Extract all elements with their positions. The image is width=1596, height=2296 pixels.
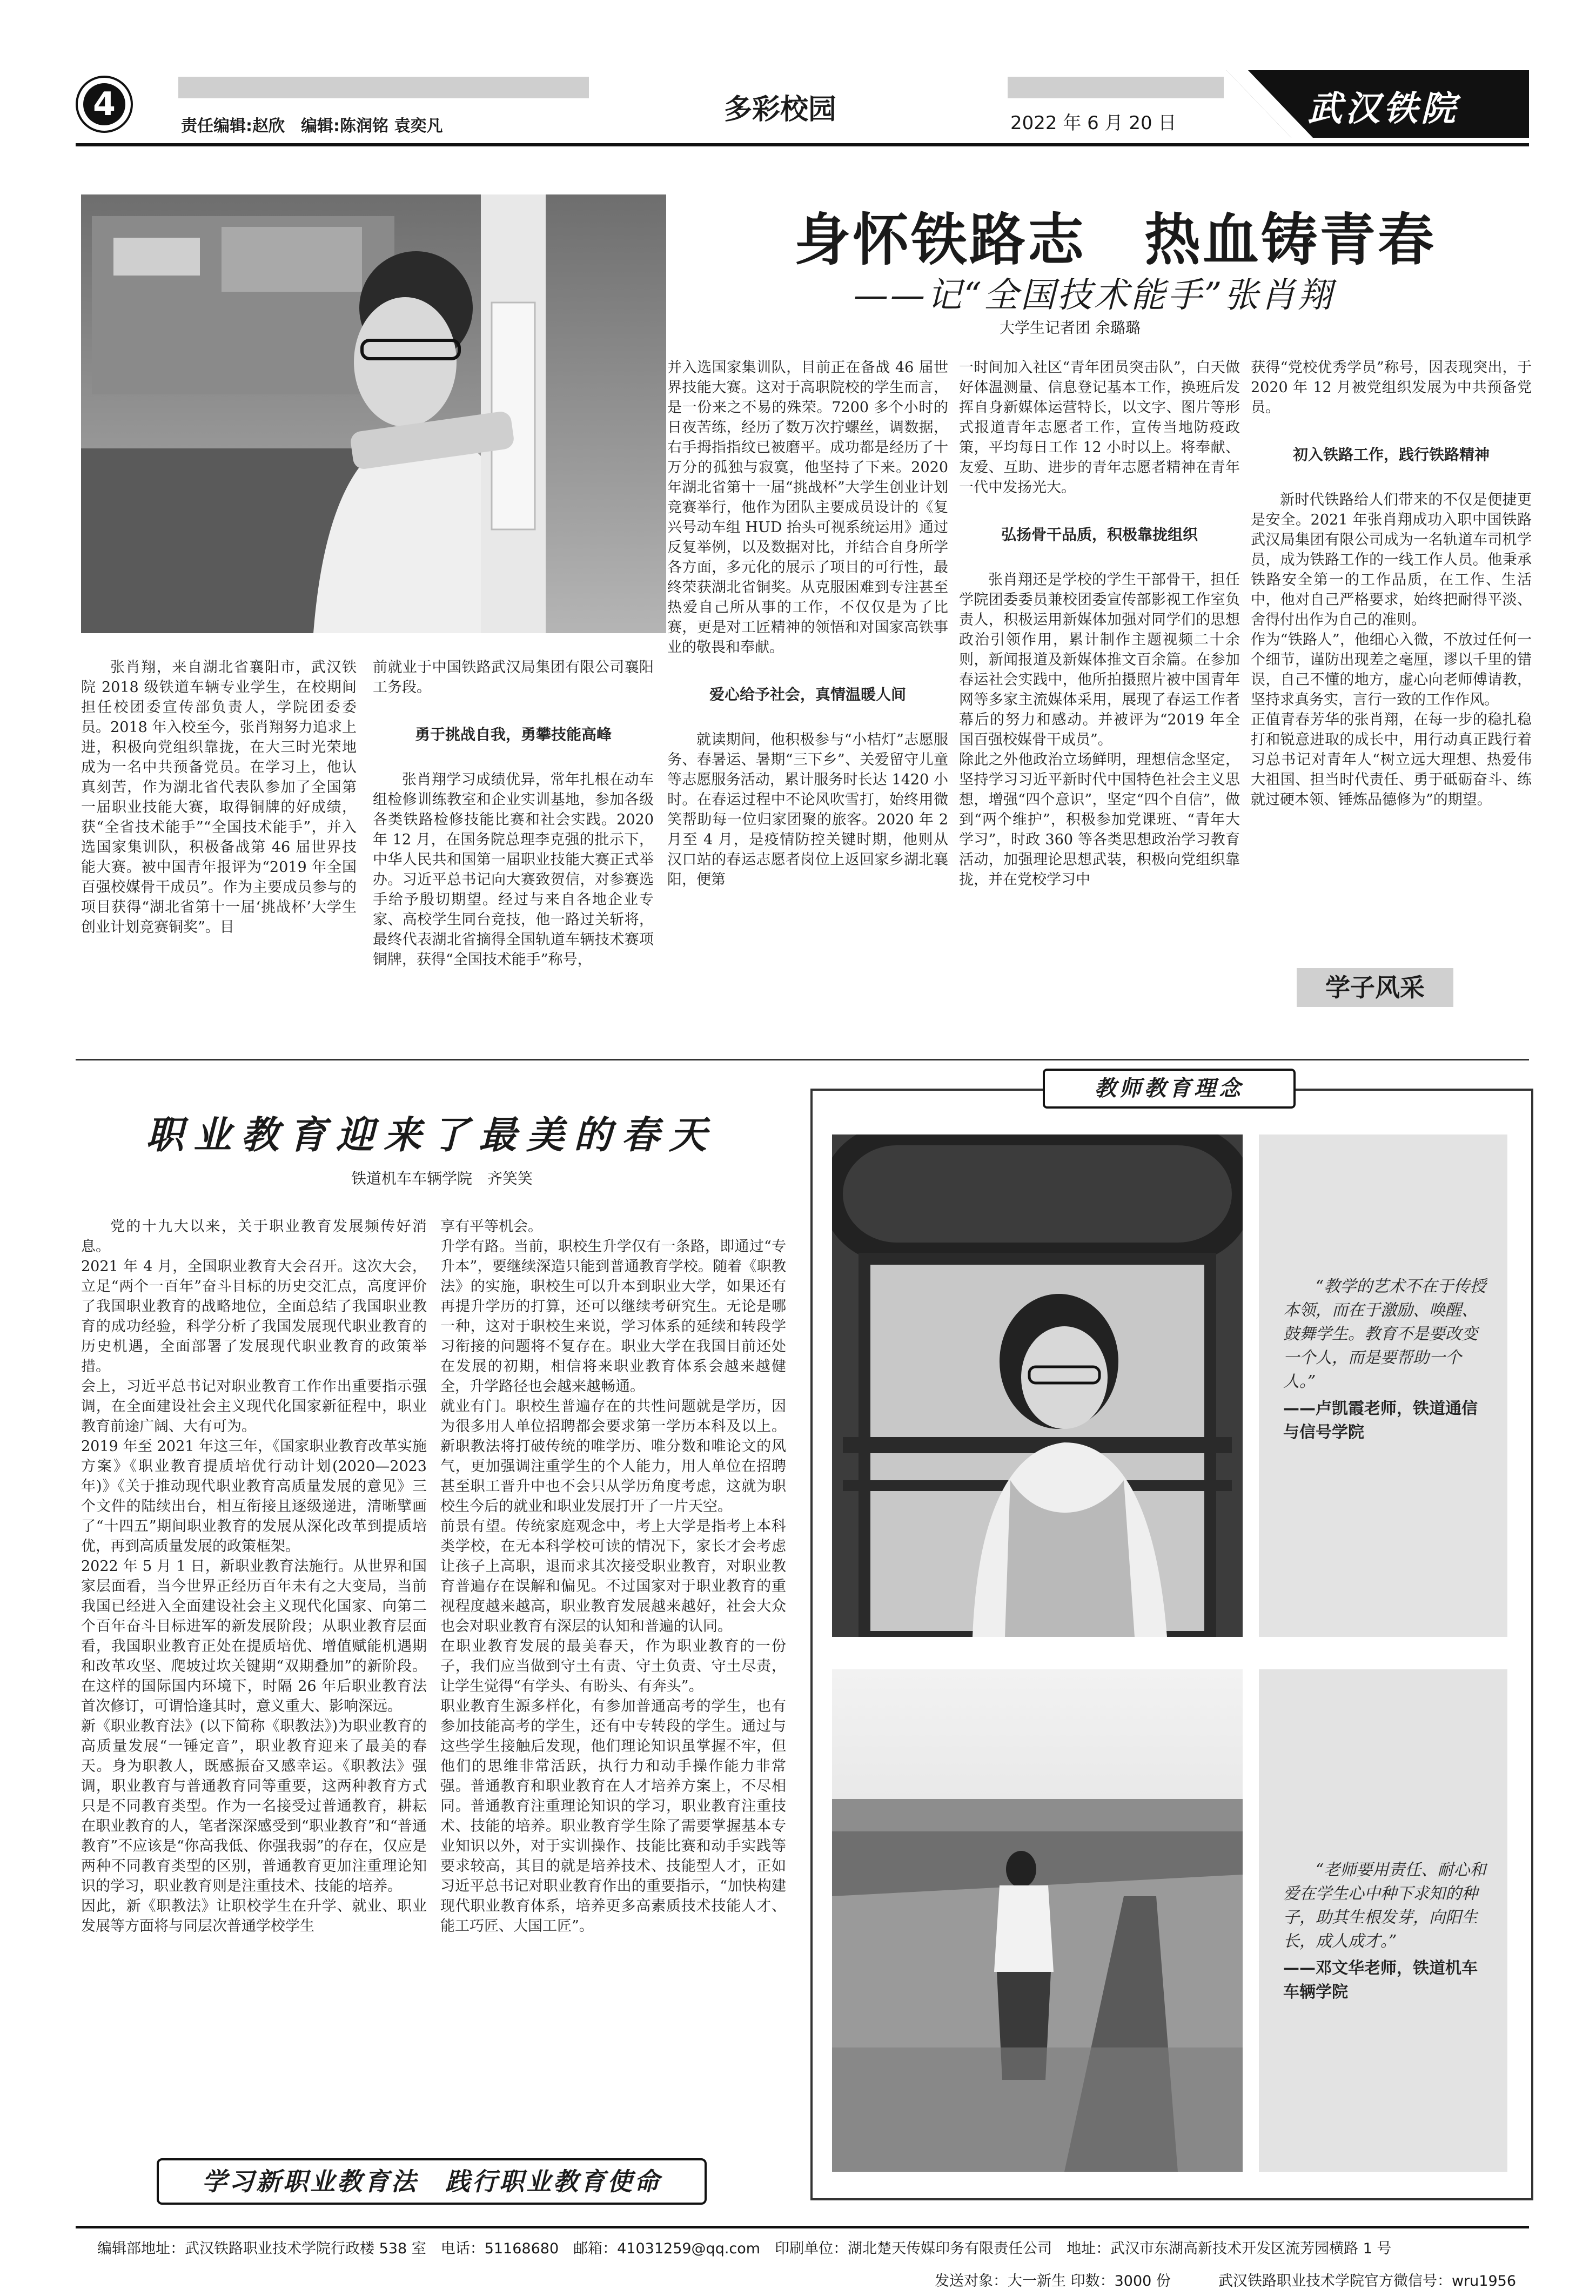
quote1-author: ——卢凯霞老师，铁道通信与信号学院 [1283, 1399, 1478, 1442]
article1-col2-subheading: 勇于挑战自我，勇攀技能高峰 [414, 726, 612, 743]
article1-col4-subheading: 弘扬骨干品质，积极靠拢组织 [1001, 526, 1198, 543]
page-number-circle: 4 [83, 83, 125, 125]
article1-col3-subheading: 爱心给予社会，真情温暖人间 [709, 686, 906, 703]
article2-column-2 [440, 1197, 786, 2150]
article1-col2a-text: 前就业于中国铁路武汉局集团有限公司襄阳工务段。 [373, 659, 654, 696]
teacher-section-tag: 教师教育理念 [1043, 1069, 1296, 1109]
footer-line-2a: 发送对象：大一新生 印数：3000 份 [935, 2273, 1171, 2290]
article1-col5b-text: 新时代铁路给人们带来的不仅是便捷更是安全。2021 年张肖翔成功入职中国铁路武汉局集团有限公司成为一名轨道车司机学员，成为铁路工作的一线工作人员。他秉承铁路安全第一的工作品质，在工作、生活中，他对自己严格要求，始终把耐得平淡、舍得付出作为自己的准则。 作为“铁路人”，他细心入微，不放过任何一个细节，谨防出现差之毫厘，谬以千里的错误，自己不懂的地方，虚心向老师傅请教，坚持求真务实，言行一致的工作作风。 正值青春芳华的张肖翔，在每一步的稳扎稳打和锐意进取的成长中，用行动真正践行着习总书记对青年人“树立远大理想、热爱伟大祖国、担当时代责任、勇于砥砺奋斗、练就过硬本领、锤炼品德修为”的期望。 [1251, 492, 1532, 808]
teacher1-photo [832, 1134, 1243, 1637]
paper-masthead-name: 武汉铁院 [1307, 89, 1459, 129]
student-photo-graphic [81, 194, 666, 633]
footer-rule [76, 2226, 1529, 2228]
article1-col1-text: 张肖翔，来自湖北省襄阳市，武汉铁院 2018 级铁道车辆专业学生，在校期间担任校团委宣传部负责人，学院团委委员。2018 年入校至今，张肖翔努力追求上进，积极向党组织靠拢，在大三时光荣地成为一名中共预备党员。在学习上，他认真刻苦，作为湖北省代表队参加了全国第一届职业技能大赛，取得铜牌的好成绩，获“全省技术能手”“全国技术能手”，并入选国家集训队，积极备战第 46 届世界技能大赛。被中国青年报评为“2019 年全国百强校媒骨干成员”。作为主要成员参与的项目获得“湖北省第十一届‘挑战杯’大学生创业计划竞赛铜奖”。目 [81, 659, 357, 936]
article1-col5a-text: 获得“党校优秀学员”称号，因表现突出，于 2020 年 12 月被党组织发展为中共预备党员。 [1251, 359, 1532, 416]
article1-column-2 [373, 637, 654, 1026]
teacher2-photo [832, 1669, 1243, 2172]
section-divider [76, 1059, 1529, 1060]
article1-col3b-text: 就读期间，他积极参与“小桔灯”志愿服务、春暑运、暑期“三下乡”、关爱留守儿童等志愿服务活动，累计服务时长达 1420 小时。在春运过程中不论风吹雪打，始终用微笑帮助每一位归家团聚的旅客。2020 年 2 月至 4 月，是疫情防控关键时期，他则从汉口站的春运志愿者岗位上返回家乡湖北襄阳，便第 [667, 731, 948, 888]
teacher1-photo-graphic [832, 1134, 1243, 1637]
quote2-author: ——邓文华老师，铁道机车车辆学院 [1283, 1959, 1478, 2002]
section-title: 多彩校园 [724, 93, 837, 126]
article1-col4b-text: 张肖翔还是学校的学生干部骨干，担任学院团委委员兼校团委宣传部影视工作室负责人，积极运用新媒体加强对同学们的思想政治引领作用，累计制作主题视频二十余则，新闻报道及新媒体推文百余篇。在参加春运社会实践中，他所拍摄照片被中国青年网等多家主流媒体采用，展现了春运工作者幕后的努力和感动。并被评为“2019 年全国百强校媒骨干成员”。 除此之外他政治立场鲜明，理想信念坚定，坚持学习习近平新时代中国特色社会主义思想，增强“四个意识”，坚定“四个自信”，做到“两个维护”，积极参加党课班、“青年大学习”，时政 360 等各类思想政治学习教育活动，加强理论思想武装，积极向党组织靠拢，并在党校学习中 [959, 572, 1240, 888]
quote2-text: “老师要用责任、耐心和爱在学生心中种下求知的种子，助其生根发芽，向阳生长，成人成才。” [1283, 1861, 1486, 1951]
article1-column-3 [667, 338, 948, 1026]
article1-col2b-text: 张肖翔学习成绩优异，常年扎根在动车组检修训练教室和企业实训基地，参加各级各类铁路检修技能比赛和社会实践。2020 年 12 月，在国务院总理李克强的批示下，中华人民共和国第一届职业技能大赛正式举办。习近平总书记向大赛致贺信，对参赛选手给予殷切期望。经过与来自各地企业专家、高校学生同台竞技，他一路过关斩将，最终代表湖北省摘得全国轨道车辆技术赛项铜牌，获得“全国技术能手”称号， [373, 771, 654, 968]
footer-line-1: 编辑部地址：武汉铁路职业技术学院行政楼 538 室 电话：51168680 邮箱：41031259@qq.com 印刷单位：湖北楚天传媒印务有限责任公司 地址：武汉市东湖高新技术开发区流芳园横路 1 号 [97, 2240, 1392, 2257]
article1-title: 身怀铁路志 热血铸青春 [794, 206, 1437, 273]
student-photo [81, 194, 666, 633]
article2-col1-text: 党的十九大以来，关于职业教育发展频传好消息。 2021 年 4 月，全国职业教育大会召开。这次大会，立足“两个一百年”奋斗目标的历史交汇点，高度评价了我国职业教育的战略地位，全面总结了我国职业教育的成功经验，科学分析了我国发展现代职业教育的历史机遇，全面部署了发展现代职业教育的政策举措。 会上，习近平总书记对职业教育工作作出重要指示强调，在全面建设社会主义现代化国家新征程中，职业教育前途广阔、大有可为。 2019 年至 2021 年这三年，《国家职业教育改革实施方案》《职业教育提质培优行动计划(2020—2023 年)》《关于推动现代职业教育高质量发展的意见》三个文件的陆续出台，相互衔接且逐级递进，清晰擘画了“十四五”期间职业教育的发展从深化改革到提质培优，再到高质量发展的政策框架。 2022 年 5 月 1 日，新职业教育法施行。从世界和国家层面看，当今世界正经历百年未有之大变局，当前我国已经进入全面建设社会主义现代化国家、向第二个百年奋斗目标进军的新发展阶段；从职业教育层面看，我国职业教育正处在提质培优、增值赋能机遇期和改革攻坚、爬坡过坎关键期“双期叠加”的新阶段。在这样的国际国内环境下，时隔 26 年后职业教育法首次修订，可谓恰逢其时，意义重大、影响深远。 新《职业教育法》(以下简称《职教法》)为职业教育的高质量发展“一锤定音”，职业教育迎来了最美的春天。身为职教人，既感振奋又感幸运。《职教法》强调，职业教育与普通教育同等重要，这两种教育方式只是不同教育类型。作为一名接受过普通教育，耕耘在职业教育的人，笔者深深感受到“职业教育”和“普通教育”不应该是“你高我低、你强我弱”的存在，仅应是两种不同教育类型的区别，普通教育更加注重理论知识的学习，职业教育则是注重技术、技能的培养。 因此，新《职教法》让职校学生在升学、就业、职业发展等方面将与同层次普通学校学生 [81, 1218, 427, 1935]
article1-subtitle: ——记“全国技术能手”张肖翔 [854, 276, 1335, 315]
quote1 [1283, 1275, 1488, 1445]
student-style-tag: 学子风采 [1297, 968, 1453, 1007]
article1-column-5 [1251, 338, 1532, 970]
article2-bottom-banner: 学习新职业教育法 践行职业教育使命 [157, 2158, 707, 2205]
editors-line: 责任编辑:赵欣 编辑:陈润铭 袁奕凡 [181, 117, 443, 136]
article2-column-1 [81, 1197, 427, 2150]
footer-line-2b: 武汉铁路职业技术学院官方微信号：wru1956 [1218, 2273, 1517, 2290]
quote1-text: “教学的艺术不在于传授本领，而在于激励、唤醒、鼓舞学生。教育不是要改变一个人，而是要帮助一个人。” [1283, 1277, 1486, 1391]
teacher2-photo-graphic [832, 1669, 1243, 2172]
article1-col4a-text: 一时间加入社区“青年团员突击队”，白天做好体温测量、信息登记基本工作，换班后发挥自身新媒体运营特长，以文字、图片等形式报道青年志愿者工作，宣传当地防疫政策，平均每日工作 12 小时以上。将奉献、友爱、互助、进步的青年志愿者精神在青年一代中发扬光大。 [959, 359, 1240, 496]
quote2 [1283, 1858, 1488, 2004]
header-rule [76, 143, 1529, 146]
article2-title: 职业教育迎来了最美的春天 [146, 1112, 716, 1157]
article2-col2-text: 享有平等机会。 升学有路。当前，职校生升学仅有一条路，即通过“专升本”，要继续深造只能到普通教育学校。随着《职教法》的实施，职校生可以升本到职业大学，如果还有再提升学历的打算，还可以继续考研究生。无论是哪一种，这对于职校生来说，学习体系的延续和转段学习衔接的问题将不复存在。职业大学在我国目前还处在发展的初期，相信将来职业教育体系会越来越健全，升学路径也会越来越畅通。 就业有门。职校生普遍存在的共性问题就是学历，因为很多用人单位招聘都会要求第一学历本科及以上。新职教法将打破传统的唯学历、唯分数和唯论文的风气，更加强调注重学生的个人能力，用人单位在招聘甚至职工晋升中也不会只从学历角度考虑，这就为职校生今后的就业和职业发展打开了一片天空。 前景有望。传统家庭观念中，考上大学是指考上本科类学校，在无本科学校可读的情况下，家长才会考虑让孩子上高职，退而求其次接受职业教育，对职业教育普遍存在误解和偏见。不过国家对于职业教育的重视程度越来越高，职业教育发展越来越好，社会大众也会对职业教育有深层的认知和普遍的认同。 在职业教育发展的最美春天，作为职业教育的一份子，我们应当做到守土有责、守土负责、守土尽责，让学生觉得“有学头、有盼头、有奔头”。 职业教育生源多样化，有参加普通高考的学生，也有参加技能高考的学生，还有中专转段的学生。通过与这些学生接触后发现，他们理论知识虽掌握不牢，但他们的思维非常活跃，执行力和动手操作能力非常强。普通教育和职业教育在人才培养方案上，不尽相同。普通教育注重理论知识的学习，职业教育注重技术、技能的培养。职业教育学生除了需要掌握基本专业知识以外，对于实训操作、技能比赛和动手实践等要求较高，其目的就是培养技术、技能型人才，正如习近平总书记对职业教育作出的重要指示，“加快构建现代职业教育体系，培养更多高素质技术技能人才、能工巧匠、大国工匠”。 [440, 1218, 786, 1935]
article1-column-1 [81, 637, 357, 1026]
header-gray-bar-left [178, 77, 589, 98]
article1-col5-subheading: 初入铁路工作，践行铁路精神 [1292, 446, 1490, 464]
article1-byline: 大学生记者团 余璐璐 [1000, 319, 1141, 337]
article2-byline: 铁道机车车辆学院 齐笑笑 [351, 1170, 533, 1187]
issue-date: 2022 年 6 月 20 日 [1010, 112, 1177, 134]
article1-column-4 [959, 338, 1240, 1026]
article1-col3a-text: 并入选国家集训队，目前正在备战 46 届世界技能大赛。这对于高职院校的学生而言，是一份来之不易的殊荣。7200 多个小时的日夜苦练，经历了数万次拧螺丝，调数据，右手拇指指纹已被磨平。成功都是经历了十万分的孤独与寂寞，他坚持了下来。2020 年湖北省第十一届“挑战杯”大学生创业计划竞赛举行，他作为团队主要成员设计的《复兴号动车组 HUD 抬头可视系统运用》通过反复举例，以及数据对比，并结合自身所学各方面，多元化的展示了项目的可行性，最终荣获湖北省铜奖。从克服困难到专注甚至热爱自己所从事的工作，不仅仅是为了比赛，更是对工匠精神的领悟和对国家高铁事业的敬畏和奉献。 [667, 359, 948, 656]
header-gray-bar-right [1008, 77, 1224, 98]
